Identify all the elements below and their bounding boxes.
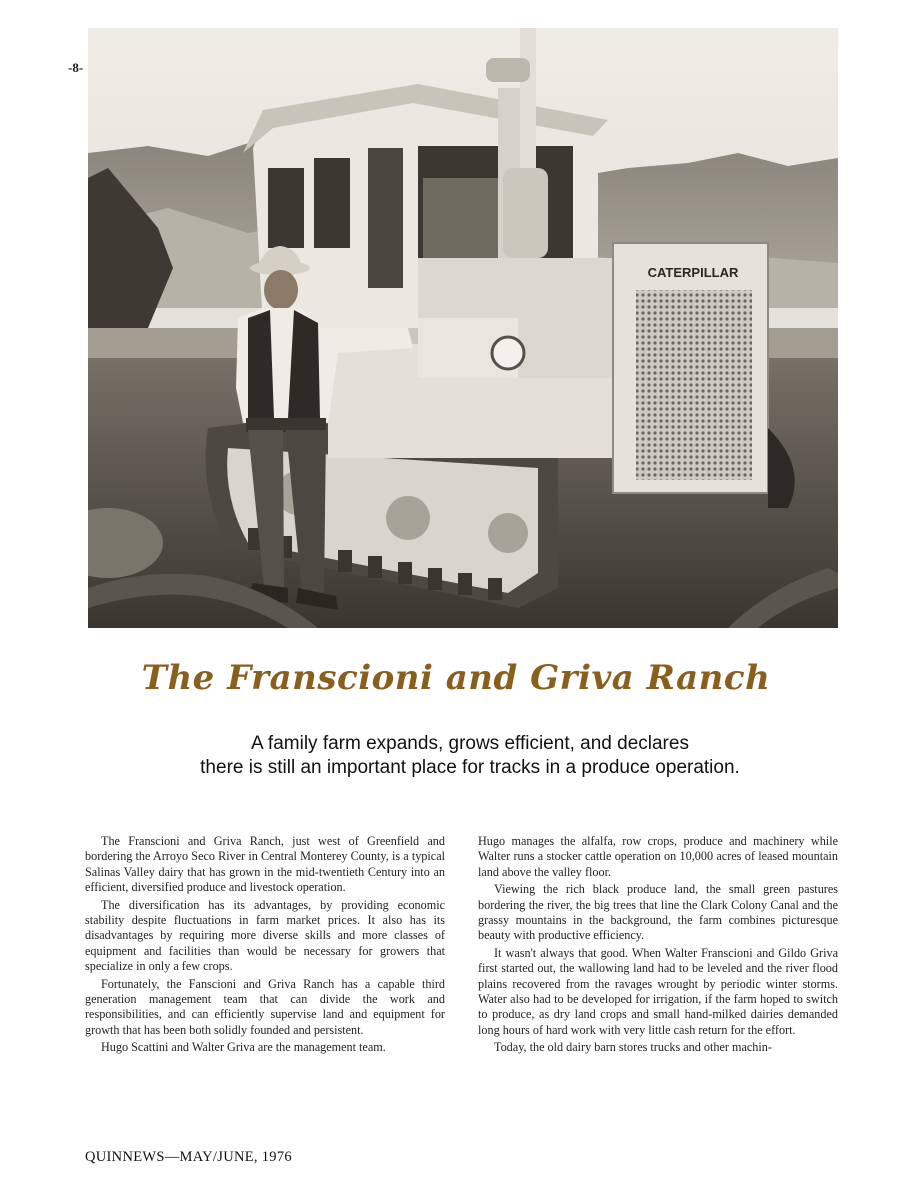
right-column bbox=[478, 834, 838, 1058]
right-paragraph-2: Viewing the rich black produce land, the small green pastures bordering the river, the big trees that line the Clark Colony Canal and the grassy mountains in the background, the farm combines picturesque beauty with productive efficiency. bbox=[478, 882, 838, 943]
left-column bbox=[85, 834, 445, 1058]
subtitle-line-2: there is still an important place for tracks in a produce operation. bbox=[200, 757, 740, 778]
left-paragraph-2: The diversification has its advantages, by providing economic stability despite fluctuations in farm market prices. It also has its disadvantages by requiring more diverse skills and more classes of equipment and facilities than would be necessary for growers that specialize in only a few crops. bbox=[85, 897, 445, 974]
article-subtitle bbox=[120, 732, 820, 780]
publication-footer: QUINNEWS—MAY/JUNE, 1976 bbox=[85, 1149, 292, 1165]
page-number: -8- bbox=[68, 60, 84, 75]
left-paragraph-3: Fortunately, the Fanscioni and Griva Ranch has a capable third generation management team that can divide the work and responsibilities, and can efficiently supervise land and equipment for growth that has been both solidly founded and persistent. bbox=[85, 976, 445, 1037]
caterpillar-brand-label: CATERPILLAR bbox=[647, 265, 739, 280]
right-paragraph-4: Today, the old dairy barn stores trucks and other machin- bbox=[494, 1040, 772, 1055]
left-paragraph-1: The Franscioni and Griva Ranch, just west of Greenfield and bordering the Arroyo Seco River in Central Monterey County, is a typical Salinas Valley dairy that has grown in the mid-twentieth Century into an efficient, diversified produce and livestock operation. bbox=[85, 834, 445, 895]
article-title: The Franscioni and Griva Ranch bbox=[141, 658, 771, 698]
right-paragraph-1: Hugo manages the alfalfa, row crops, produce and machinery while Walter runs a stocker cattle operation on 10,000 acres of leased mountain land above the valley floor. bbox=[478, 834, 838, 879]
right-paragraph-3: It wasn't always that good. When Walter Franscioni and Gildo Griva first started out, the wallowing land had to be leveled and the river flood plains recovered from the ravages wrought by periodic winter storms. Water also had to be developed for irrigation, if the farm hoped to switch to produce, as dry land crops and small hand-milked dairies demanded long hours of hard work with very little cash return for the effort. bbox=[478, 945, 838, 1037]
bulldozer-photo-illustration bbox=[88, 28, 838, 628]
subtitle-line-1: A family farm expands, grows efficient, and declares bbox=[251, 733, 689, 754]
cover-photo bbox=[88, 28, 838, 628]
left-paragraph-4: Hugo Scattini and Walter Griva are the management team. bbox=[101, 1040, 386, 1055]
